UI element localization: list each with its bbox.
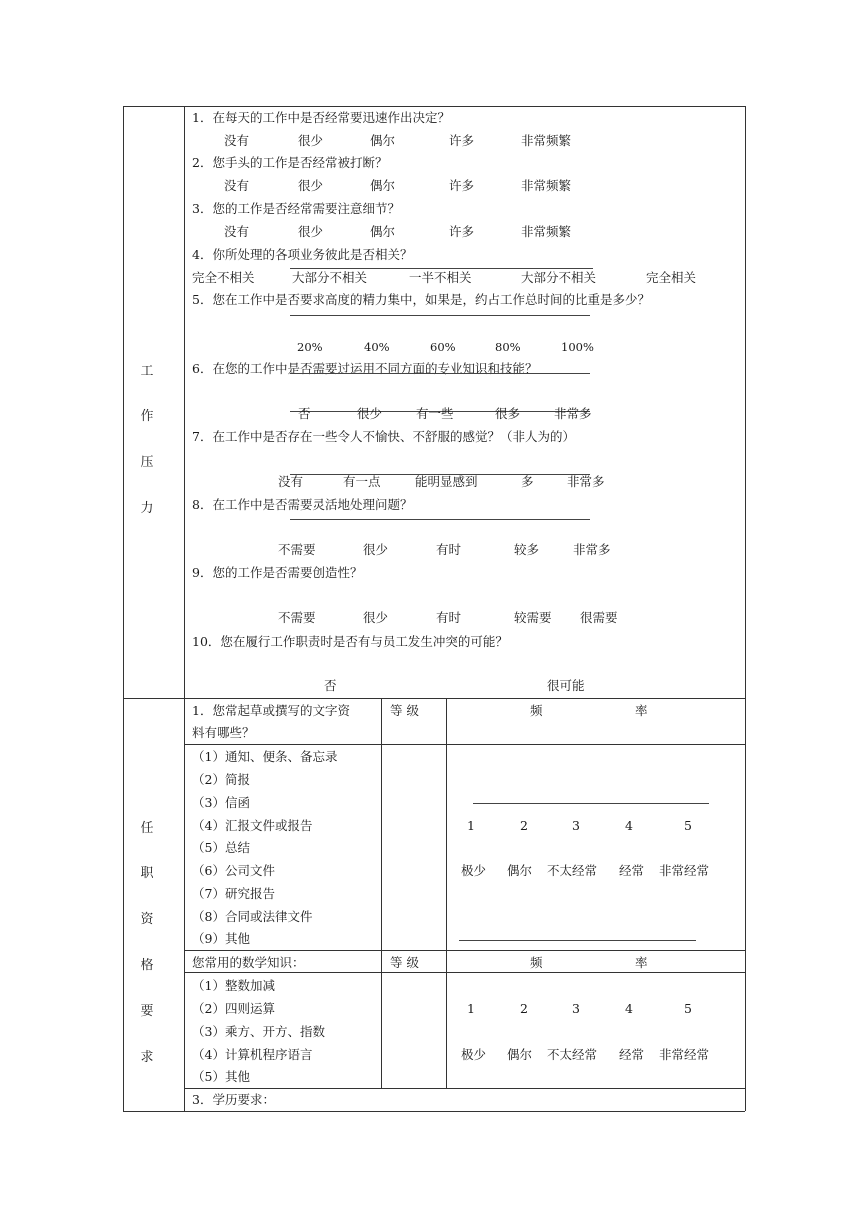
answer-option[interactable]: 不需要: [278, 542, 316, 557]
table-right-border: [745, 106, 746, 1111]
answer-option[interactable]: 很少: [298, 178, 324, 193]
writing-item: （6）公司文件: [192, 863, 275, 878]
side-label-char: 要: [140, 1004, 154, 1019]
writing-item: （5）总结: [192, 840, 250, 855]
answer-option[interactable]: 有时: [436, 610, 462, 625]
answer-option[interactable]: 非常频繁: [521, 133, 572, 148]
math-item: （4）计算机程序语言: [192, 1047, 313, 1062]
math-question: 您常用的数学知识：: [192, 955, 305, 970]
answer-option[interactable]: 没有: [224, 224, 250, 239]
question-text: 10．您在履行工作职责时是否有与员工发生冲突的可能？: [192, 634, 508, 649]
writing-item: （4）汇报文件或报告: [192, 818, 313, 833]
answer-option[interactable]: 许多: [449, 178, 475, 193]
scale-number: 1: [467, 1001, 475, 1016]
label-column-divider: [184, 106, 185, 1111]
scale-number: 4: [625, 1001, 633, 1016]
answer-option[interactable]: 没有: [224, 133, 250, 148]
writing-item: （8）合同或法律文件: [192, 909, 313, 924]
answer-option[interactable]: 很需要: [580, 610, 618, 625]
writing-question-line1: 1．您常起草或撰写的文字资: [192, 703, 350, 718]
question-text: 2．您手头的工作是否经常被打断？: [192, 155, 388, 170]
math-item: （2）四则运算: [192, 1001, 275, 1016]
grade-column-right: [446, 698, 447, 1088]
answer-option[interactable]: 否: [298, 406, 311, 421]
scale-line: [290, 268, 593, 269]
answer-option[interactable]: 不需要: [278, 610, 316, 625]
question-text: 1．在每天的工作中是否经常要迅速作出决定？: [192, 110, 450, 125]
side-label-char: 任: [140, 821, 154, 836]
writing-item: （9）其他: [192, 931, 250, 946]
answer-option[interactable]: 完全不相关: [192, 270, 255, 285]
frequency-scale-line: [459, 940, 696, 941]
answer-option[interactable]: 很少: [298, 133, 324, 148]
answer-option[interactable]: 许多: [449, 133, 475, 148]
writing-item: （7）研究报告: [192, 886, 275, 901]
side-label-char: 资: [140, 912, 154, 927]
writing-item: （2）简报: [192, 772, 250, 787]
section-divider: [123, 698, 745, 699]
scale-label: 不太经常: [547, 1047, 598, 1062]
question-text: 4．你所处理的各项业务彼此是否相关？: [192, 247, 413, 262]
scale-number: 1: [467, 818, 475, 833]
scale-number: 3: [572, 1001, 580, 1016]
math-item: （5）其他: [192, 1069, 250, 1084]
answer-option[interactable]: 能明显感到: [415, 474, 478, 489]
answer-option[interactable]: 40%: [364, 340, 390, 354]
answer-option[interactable]: 大部分不相关: [292, 270, 368, 285]
answer-option[interactable]: 很少: [363, 610, 389, 625]
scale-label: 偶尔: [507, 863, 533, 878]
answer-option[interactable]: 100%: [561, 340, 594, 354]
answer-option[interactable]: 非常多: [567, 474, 605, 489]
writing-item: （1）通知、便条、备忘录: [192, 749, 338, 764]
question-text: 3．您的工作是否经常需要注意细节？: [192, 201, 400, 216]
answer-option[interactable]: 没有: [224, 178, 250, 193]
scale-number: 5: [684, 818, 692, 833]
side-label-char: 格: [140, 958, 154, 973]
frequency-scale-line: [473, 803, 709, 804]
answer-option[interactable]: 偶尔: [370, 178, 396, 193]
answer-option[interactable]: 没有: [278, 474, 304, 489]
answer-option[interactable]: 很少: [357, 406, 383, 421]
answer-option[interactable]: 大部分不相关: [521, 270, 597, 285]
frequency-header: 率: [635, 955, 648, 970]
math-header-top: [184, 950, 745, 951]
answer-option[interactable]: 非常多: [554, 406, 592, 421]
answer-option[interactable]: 许多: [449, 224, 475, 239]
writing-header-divider: [184, 744, 745, 745]
answer-option[interactable]: 偶尔: [370, 133, 396, 148]
answer-option[interactable]: 一半不相关: [409, 270, 472, 285]
writing-question-line2: 料有哪些？: [192, 725, 255, 740]
answer-option[interactable]: 多: [521, 474, 534, 489]
grade-header: 等 级: [390, 955, 419, 970]
answer-option[interactable]: 很少: [298, 224, 324, 239]
math-header-bottom: [184, 972, 745, 973]
frequency-header: 频: [530, 955, 543, 970]
question-text: 7．在工作中是否存在一些令人不愉快、不舒服的感觉？（非人为的）: [192, 429, 575, 444]
answer-option[interactable]: 60%: [430, 340, 456, 354]
answer-option[interactable]: 完全相关: [646, 270, 697, 285]
scale-label: 极少: [461, 863, 487, 878]
scale-label: 经常: [619, 863, 645, 878]
grade-header: 等 级: [390, 703, 419, 718]
answer-option[interactable]: 很多: [495, 406, 521, 421]
answer-option[interactable]: 有一些: [416, 406, 454, 421]
scale-line: [290, 373, 590, 374]
frequency-header: 频: [530, 703, 543, 718]
scale-label: 不太经常: [547, 863, 598, 878]
answer-option[interactable]: 很少: [363, 542, 389, 557]
answer-option[interactable]: 80%: [495, 340, 521, 354]
question-text: 6．在您的工作中是否需要过运用不同方面的专业知识和技能？: [192, 361, 538, 376]
table-top-border: [123, 106, 745, 107]
side-label-char: 力: [140, 501, 154, 516]
answer-option[interactable]: 有一点: [343, 474, 381, 489]
scale-number: 5: [684, 1001, 692, 1016]
answer-option[interactable]: 否: [324, 678, 337, 693]
scale-line: [290, 315, 590, 316]
answer-option[interactable]: 较多: [514, 542, 540, 557]
side-label-char: 工: [140, 364, 154, 379]
answer-option[interactable]: 有时: [436, 542, 462, 557]
side-label-char: 压: [140, 455, 154, 470]
answer-option[interactable]: 很可能: [547, 678, 585, 693]
answer-option[interactable]: 较需要: [514, 610, 552, 625]
scale-number: 3: [572, 818, 580, 833]
math-item: （1）整数加减: [192, 978, 275, 993]
education-row-top: [184, 1088, 745, 1089]
scale-number: 4: [625, 818, 633, 833]
grade-column-left: [381, 698, 382, 1088]
answer-option[interactable]: 非常频繁: [521, 178, 572, 193]
answer-option[interactable]: 非常多: [573, 542, 611, 557]
writing-item: （3）信函: [192, 795, 250, 810]
answer-option[interactable]: 偶尔: [370, 224, 396, 239]
answer-option[interactable]: 20%: [297, 340, 323, 354]
scale-label: 非常经常: [659, 1047, 710, 1062]
table-left-border: [123, 106, 124, 1111]
math-item: （3）乘方、开方、指数: [192, 1024, 325, 1039]
side-label-char: 作: [140, 409, 154, 424]
question-text: 9．您的工作是否需要创造性？: [192, 565, 363, 580]
education-question: 3．学历要求：: [192, 1092, 275, 1107]
side-label-char: 职: [140, 866, 154, 881]
side-label-char: 求: [140, 1050, 154, 1065]
scale-line: [290, 519, 590, 520]
scale-label: 经常: [619, 1047, 645, 1062]
scale-number: 2: [520, 818, 528, 833]
answer-option[interactable]: 非常频繁: [521, 224, 572, 239]
frequency-header: 率: [635, 703, 648, 718]
scale-label: 非常经常: [659, 863, 710, 878]
question-text: 8．在工作中是否需要灵活地处理问题？: [192, 497, 413, 512]
question-text: 5．您在工作中是否要求高度的精力集中，如果是，约占工作总时间的比重是多少？: [192, 292, 650, 307]
scale-label: 极少: [461, 1047, 487, 1062]
table-bottom-border: [123, 1111, 745, 1112]
scale-number: 2: [520, 1001, 528, 1016]
scale-label: 偶尔: [507, 1047, 533, 1062]
